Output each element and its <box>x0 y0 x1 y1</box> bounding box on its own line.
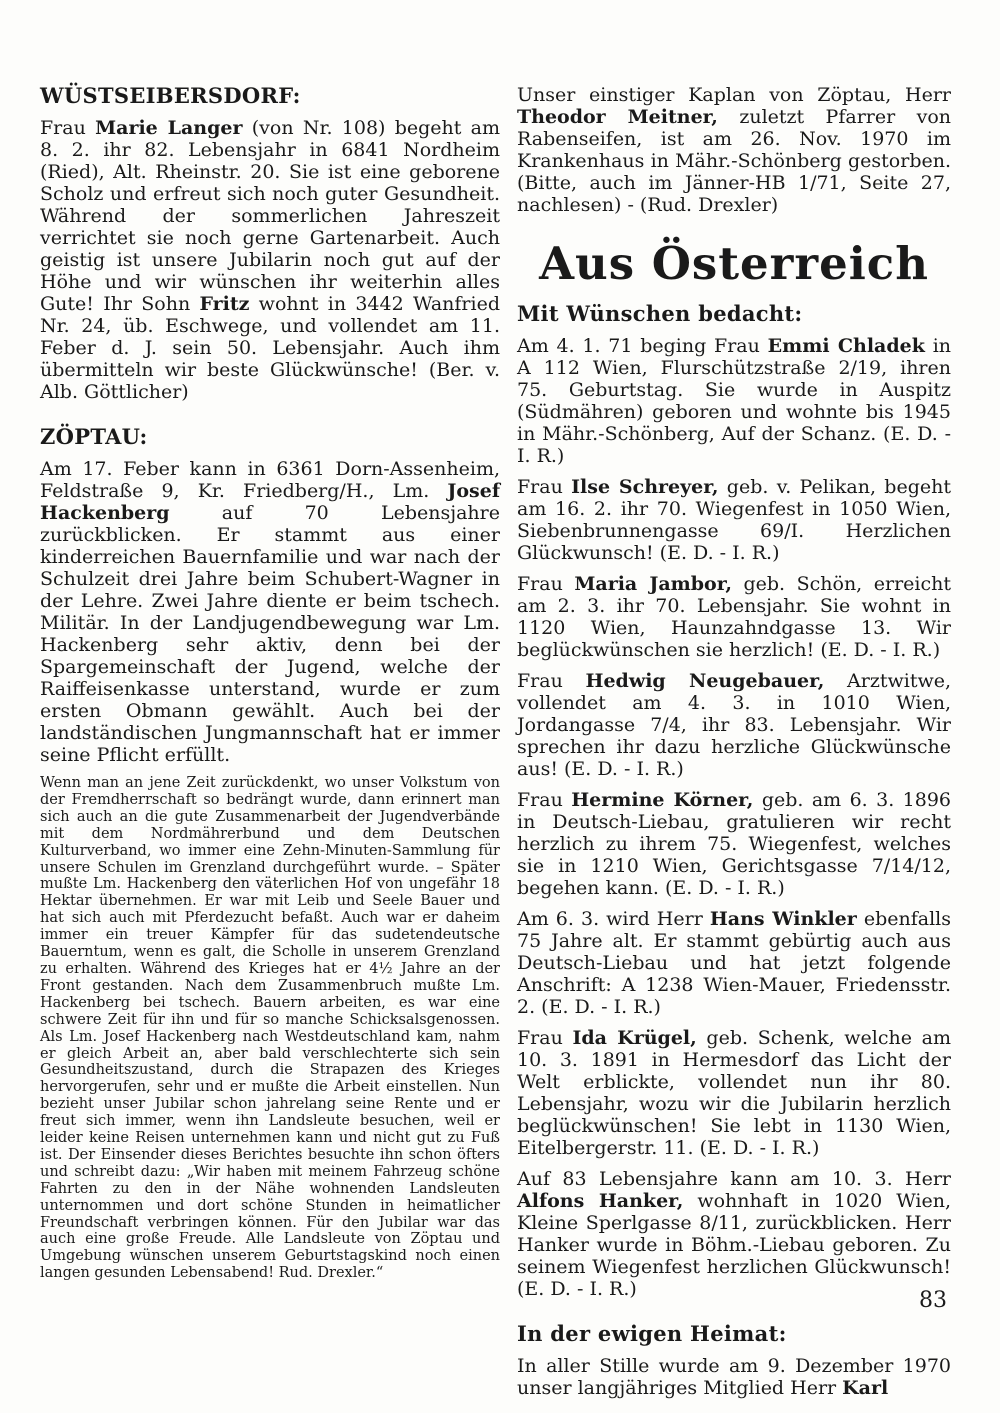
section-title-aus-oesterreich: Aus Österreich <box>539 237 929 290</box>
paragraph-marie-langer: Frau Marie Langer (von Nr. 108) begeht am 8. 2. ihr 82. Lebensjahr in 6841 Nordheim (Ried), Alt. Rheinstr. 20. Sie ist eine geborene Scholz und erfreut sich noch guter Gesundheit. Während der sommerlichen Jahreszeit verrichtet sie noch gerne Gartenarbeit. Auch geistig ist unsere Jubilarin noch gut auf der Höhe und wir wünschen ihr weiterhin alles Gute! Ihr Sohn Fritz wohnt in 3442 Wanfried Nr. 24, üb. Eschwege, und vollendet am 11. Feber d. J. sein 50. Lebensjahr. Auch ihm übermitteln wir beste Glückwünsche! (Ber. v. Alb. Göttlicher) <box>40 117 500 403</box>
subheading-mit-wuenschen-bedacht: Mit Wünschen bedacht: <box>517 301 803 326</box>
paragraph-meitner-obituary: Unser einstiger Kaplan von Zöptau, Herr Theodor Meitner, zuletzt Pfarrer von Rabenseifen, ist am 26. Nov. 1970 im Krankenhaus in Mähr.-Schönberg gestorben. (Bitte, auch im Jänner-HB 1/71, Seite 27, nachlesen) - (Rud. Drexler) <box>517 84 952 216</box>
birthday-item-emmi-chladek: Am 4. 1. 71 beging Frau Emmi Chladek in A 112 Wien, Flurschützstraße 2/19, ihren 75. Geburtstag. Sie wurde in Auspitz (Südmähren) geboren und wohnte bis 1945 in Mähr.-Schönberg, Auf der Schanz. (E. D. - I. R.) <box>517 335 952 467</box>
birthday-item-hermine-koerner: Frau Hermine Körner, geb. am 6. 3. 1896 in Deutsch-Liebau, gratulieren wir recht herzlich zu ihrem 75. Wiegenfest, welches sie in 1210 Wien, Gerichtsgasse 7/14/12, begehen kann. (E. D. - I. R.) <box>517 789 951 899</box>
birthday-item-alfons-hanker: Auf 83 Lebensjahre kann am 10. 3. Herr Alfons Hanker, wohnhaft in 1020 Wien, Kleine Sperlgasse 8/11, zurückblicken. Herr Hanker wurde in Böhm.-Liebau geboren. Zu seinem Wiegenfest herzlichen Glückwunsch! (E. D. - I. R.) <box>517 1168 951 1300</box>
paragraph-hackenberg-memoir-small-print: Wenn man an jene Zeit zurückdenkt, wo unser Volkstum von der Fremdherrschaft so bedrängt wurde, dann erinnert man sich auch an die gute Zusammenarbeit der Jugendverbände mit dem Nordmährerbund und dem Deutschen Kulturverband, wo immer eine Zehn-Minuten-Sammlung für unsere Schulen im Grenzland durchgeführt wurde. – Später mußte Lm. Hackenberg den väterlichen Hof von ungefähr 18 Hektar übernehmen. Er war mit Leib und Seele Bauer und hat sich auch mit Pferdezucht befaßt. Auch war er daheim immer ein treuer Kämpfer für das sudetendeutsche Bauerntum, wenn es galt, die Scholle in unserem Grenzland zu erhalten. Während des Krieges hat er 4½ Jahre an der Front gestanden. Nach dem Zusammenbruch mußte Lm. Hackenberg bei tschech. Bauern arbeiten, es war eine schwere Zeit für ihn und für so manche Schicksalsgenossen. Als Lm. Josef Hackenberg nach Westdeutschland kam, nahm er gleich Arbeit an, aber bald verschlechterte sich sein Gesundheitszustand, durch die Strapazen des Krieges hervorgerufen, sehr und er mußte die Arbeit einstellen. Nun bezieht unser Jubilar schon jahrelang seine Rente und er freut sich immer, wenn ihn Landsleute besuchen, weil er leider keine Reisen unternehmen kann und nicht gut zu Fuß ist. Der Einsender dieses Berichtes besuchte ihn schon öfters und schreibt dazu: „Wir haben mit meinem Fahrzeug schöne Fahrten zu den in der Nähe wohnenden Landsleuten unternommen und dort schöne Stunden in heimatlicher Freundschaft verbringen können. Für den Jubilar war das auch eine große Freude. Alle Landsleute von Zöptau und Umgebung wünschen unserem Geburtstagskind noch einen langen gesunden Lebensabend! Rud. Drexler.“ <box>40 775 500 1282</box>
birthday-item-hans-winkler: Am 6. 3. wird Herr Hans Winkler ebenfalls 75 Jahre alt. Er stammt gebürtig auch aus Deutsch-Liebau und hat jetzt folgende Anschrift: A 1238 Wien-Mauer, Friedensstr. 2. (E. D. - I. R.) <box>517 908 952 1018</box>
birthday-item-ida-kruegel: Frau Ida Krügel, geb. Schenk, welche am 10. 3. 1891 in Hermesdorf das Licht der Welt erblickte, vollendet nun ihr 80. Lebensjahr, wozu wir die Jubilarin herzlich beglückwünschen! Sie lebt in 1130 Wien, Eitelbergerstr. 11. (E. D. - I. R.) <box>517 1027 951 1159</box>
birthday-item-ilse-schreyer: Frau Ilse Schreyer, geb. v. Pelikan, begeht am 16. 2. ihr 70. Wiegenfest in 1050 Wien, Siebenbrunnengasse 69/I. Herzlichen Glückwunsch! (E. D. - I. R.) <box>517 476 951 564</box>
paragraph-josef-hackenberg: Am 17. Feber kann in 6361 Dorn-Assenheim, Feldstraße 9, Kr. Friedberg/H., Lm. Josef Hackenberg auf 70 Lebensjahre zurückblicken. Er stammt aus einer kinderreichen Bauernfamilie und war nach der Schulzeit drei Jahre beim Schubert-Wagner in der Lehre. Zwei Jahre diente er beim tschech. Militär. In der Landjugendbewegung war Lm. Hackenberg sehr aktiv, denn bei der Spargemeinschaft der Jugend, welche der Raiffeisenkasse unterstand, wurde er zum ersten Obmann gewählt. Auch bei der landständischen Jungmannschaft hat er immer seine Pflicht erfüllt. <box>40 458 500 766</box>
subheading-in-der-ewigen-heimat: In der ewigen Heimat: <box>517 1321 787 1346</box>
birthday-item-hedwig-neugebauer: Frau Hedwig Neugebauer, Arztwitwe, vollendet am 4. 3. in 1010 Wien, Jordangasse 7/4, ihr 83. Lebensjahr. Wir sprechen ihr dazu herzliche Glückwünsche aus! (E. D. - I. R.) <box>517 670 951 780</box>
paragraph-karl-obituary-start: In aller Stille wurde am 9. Dezember 1970 unser langjähriges Mitglied Herr Karl <box>517 1355 951 1399</box>
birthday-item-maria-jambor: Frau Maria Jambor, geb. Schön, erreicht am 2. 3. ihr 70. Lebensjahr. Sie wohnt in 1120 Wien, Haunzahndgasse 13. Wir beglückwünschen sie herzlich! (E. D. - I. R.) <box>517 573 951 661</box>
section-heading-zoeptau: ZÖPTAU: <box>40 424 148 449</box>
section-heading-wuestseibersdorf: WÜSTSEIBERSDORF: <box>40 83 301 108</box>
page-number: 83 <box>919 1288 947 1313</box>
left-column <box>40 84 500 1282</box>
right-column <box>517 84 951 1408</box>
